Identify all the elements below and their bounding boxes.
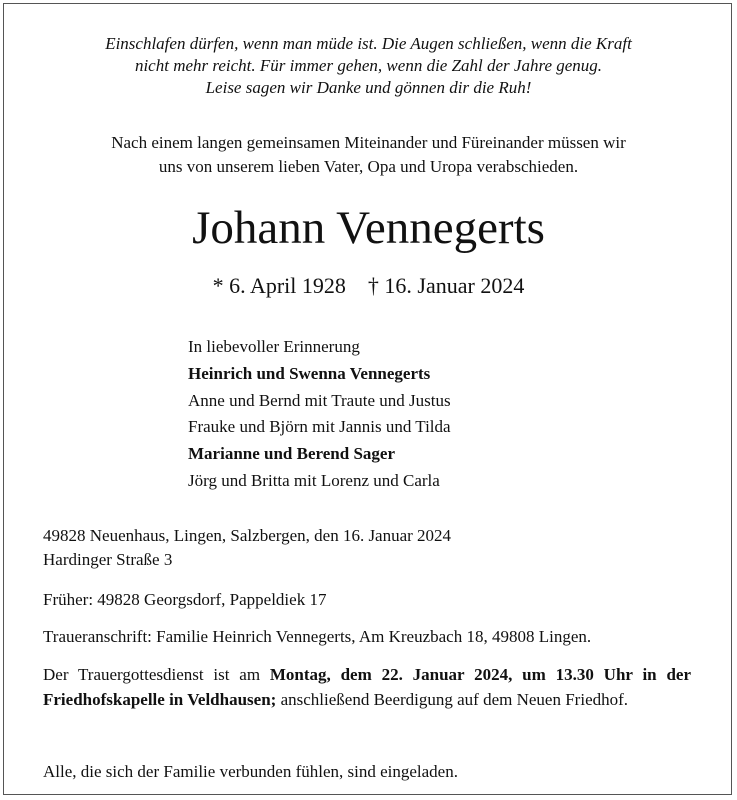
family-member: Jörg und Britta mit Lorenz und Carla: [188, 470, 440, 490]
family-list: [188, 334, 451, 495]
poem-line: Leise sagen wir Danke und gönnen dir die Ruh!: [205, 78, 532, 97]
family-member: Anne und Bernd mit Traute und Justus: [188, 390, 451, 410]
life-dates: [0, 272, 737, 300]
deceased-name: Johann Vennegerts: [192, 202, 545, 254]
service-pre: Der Trauergottesdienst ist am: [43, 665, 270, 684]
birth-date: * 6. April 1928: [212, 273, 346, 298]
street-address: Hardinger Straße 3: [43, 550, 173, 569]
former-address: Früher: 49828 Georgsdorf, Pappeldiek 17: [43, 590, 327, 609]
intro-text: [0, 131, 737, 179]
poem-line: Einschlafen dürfen, wenn man müde ist. Die Augen schließen, wenn die Kraft: [105, 34, 632, 53]
service-post: anschließend Beerdigung auf dem Neuen Friedhof.: [276, 689, 629, 709]
poem: [0, 33, 737, 99]
family-member: Marianne und Berend Sager: [188, 444, 396, 464]
closing-text: Alle, die sich der Familie verbunden fühlen, sind eingeladen.: [43, 762, 458, 781]
intro-line: uns von unserem lieben Vater, Opa und Uropa verabschieden.: [158, 157, 579, 176]
place-date: 49828 Neuenhaus, Lingen, Salzbergen, den 16. Januar 2024: [43, 526, 452, 545]
service-details: Montag, dem 22. Januar 2024, um 13.30 Uhr in der Friedhofskapelle in Veldhausen;: [43, 665, 691, 709]
family-member: Heinrich und Swenna Vennegerts: [188, 363, 431, 383]
family-member: Frauke und Björn mit Jannis und Tilda: [188, 417, 451, 437]
mourning-address: Traueranschrift: Familie Heinrich Vennegerts, Am Kreuzbach 18, 49808 Lingen.: [43, 627, 592, 646]
service-info: [43, 663, 691, 712]
family-intro: In liebevoller Erinnerung: [188, 337, 360, 356]
death-date: † 16. Januar 2024: [367, 273, 525, 298]
intro-line: Nach einem langen gemeinsamen Miteinander und Füreinander müssen wir: [111, 133, 626, 152]
poem-line: nicht mehr reicht. Für immer gehen, wenn die Zahl der Jahre genug.: [134, 56, 603, 75]
